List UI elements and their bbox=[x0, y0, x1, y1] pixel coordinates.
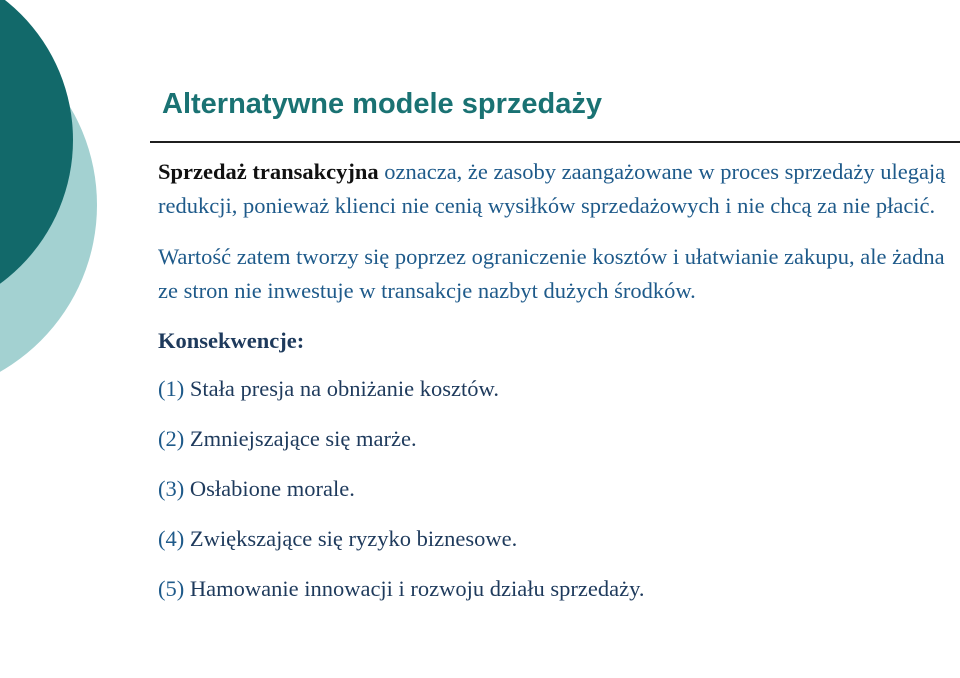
paragraph-transactional-sales bbox=[158, 155, 948, 223]
slide-content bbox=[158, 155, 948, 622]
list-text: Stała presja na obniżanie kosztów. bbox=[184, 376, 499, 401]
slide-title: Alternatywne modele sprzedaży bbox=[162, 88, 602, 120]
light-teal-circle bbox=[0, 13, 97, 397]
consequences-heading: Konsekwencje: bbox=[158, 328, 305, 353]
list-item bbox=[158, 422, 948, 456]
list-item bbox=[158, 372, 948, 406]
list-text: Zmniejszające się marże. bbox=[184, 426, 417, 451]
paragraph1-rest: oznacza, że zasoby zaangażowane w proces sprzedaży ulegają redukcji, ponieważ klienci nie cenią wysiłków sprzedażowych i nie chcą za nie płacić. bbox=[158, 159, 946, 218]
consequences-list bbox=[158, 372, 948, 606]
list-item bbox=[158, 472, 948, 506]
list-number: (5) bbox=[158, 576, 185, 601]
list-text: Zwiększające się ryzyko biznesowe. bbox=[184, 526, 518, 551]
decorative-circles bbox=[0, 0, 130, 678]
list-text: Osłabione morale. bbox=[184, 476, 355, 501]
list-number: (3) bbox=[158, 476, 185, 501]
list-item bbox=[158, 522, 948, 556]
list-item bbox=[158, 572, 948, 606]
bold-lead: Sprzedaż transakcyjna bbox=[158, 159, 379, 184]
list-number: (4) bbox=[158, 526, 185, 551]
dark-teal-circle bbox=[0, 0, 73, 318]
paragraph-value: Wartość zatem tworzy się poprzez ograniczenie kosztów i ułatwianie zakupu, ale żadna ze stron nie inwestuje w transakcje nazbyt dużych środków. bbox=[158, 244, 945, 303]
list-number: (1) bbox=[158, 376, 185, 401]
title-divider bbox=[150, 141, 960, 143]
list-text: Hamowanie innowacji i rozwoju działu sprzedaży. bbox=[184, 576, 645, 601]
list-number: (2) bbox=[158, 426, 185, 451]
